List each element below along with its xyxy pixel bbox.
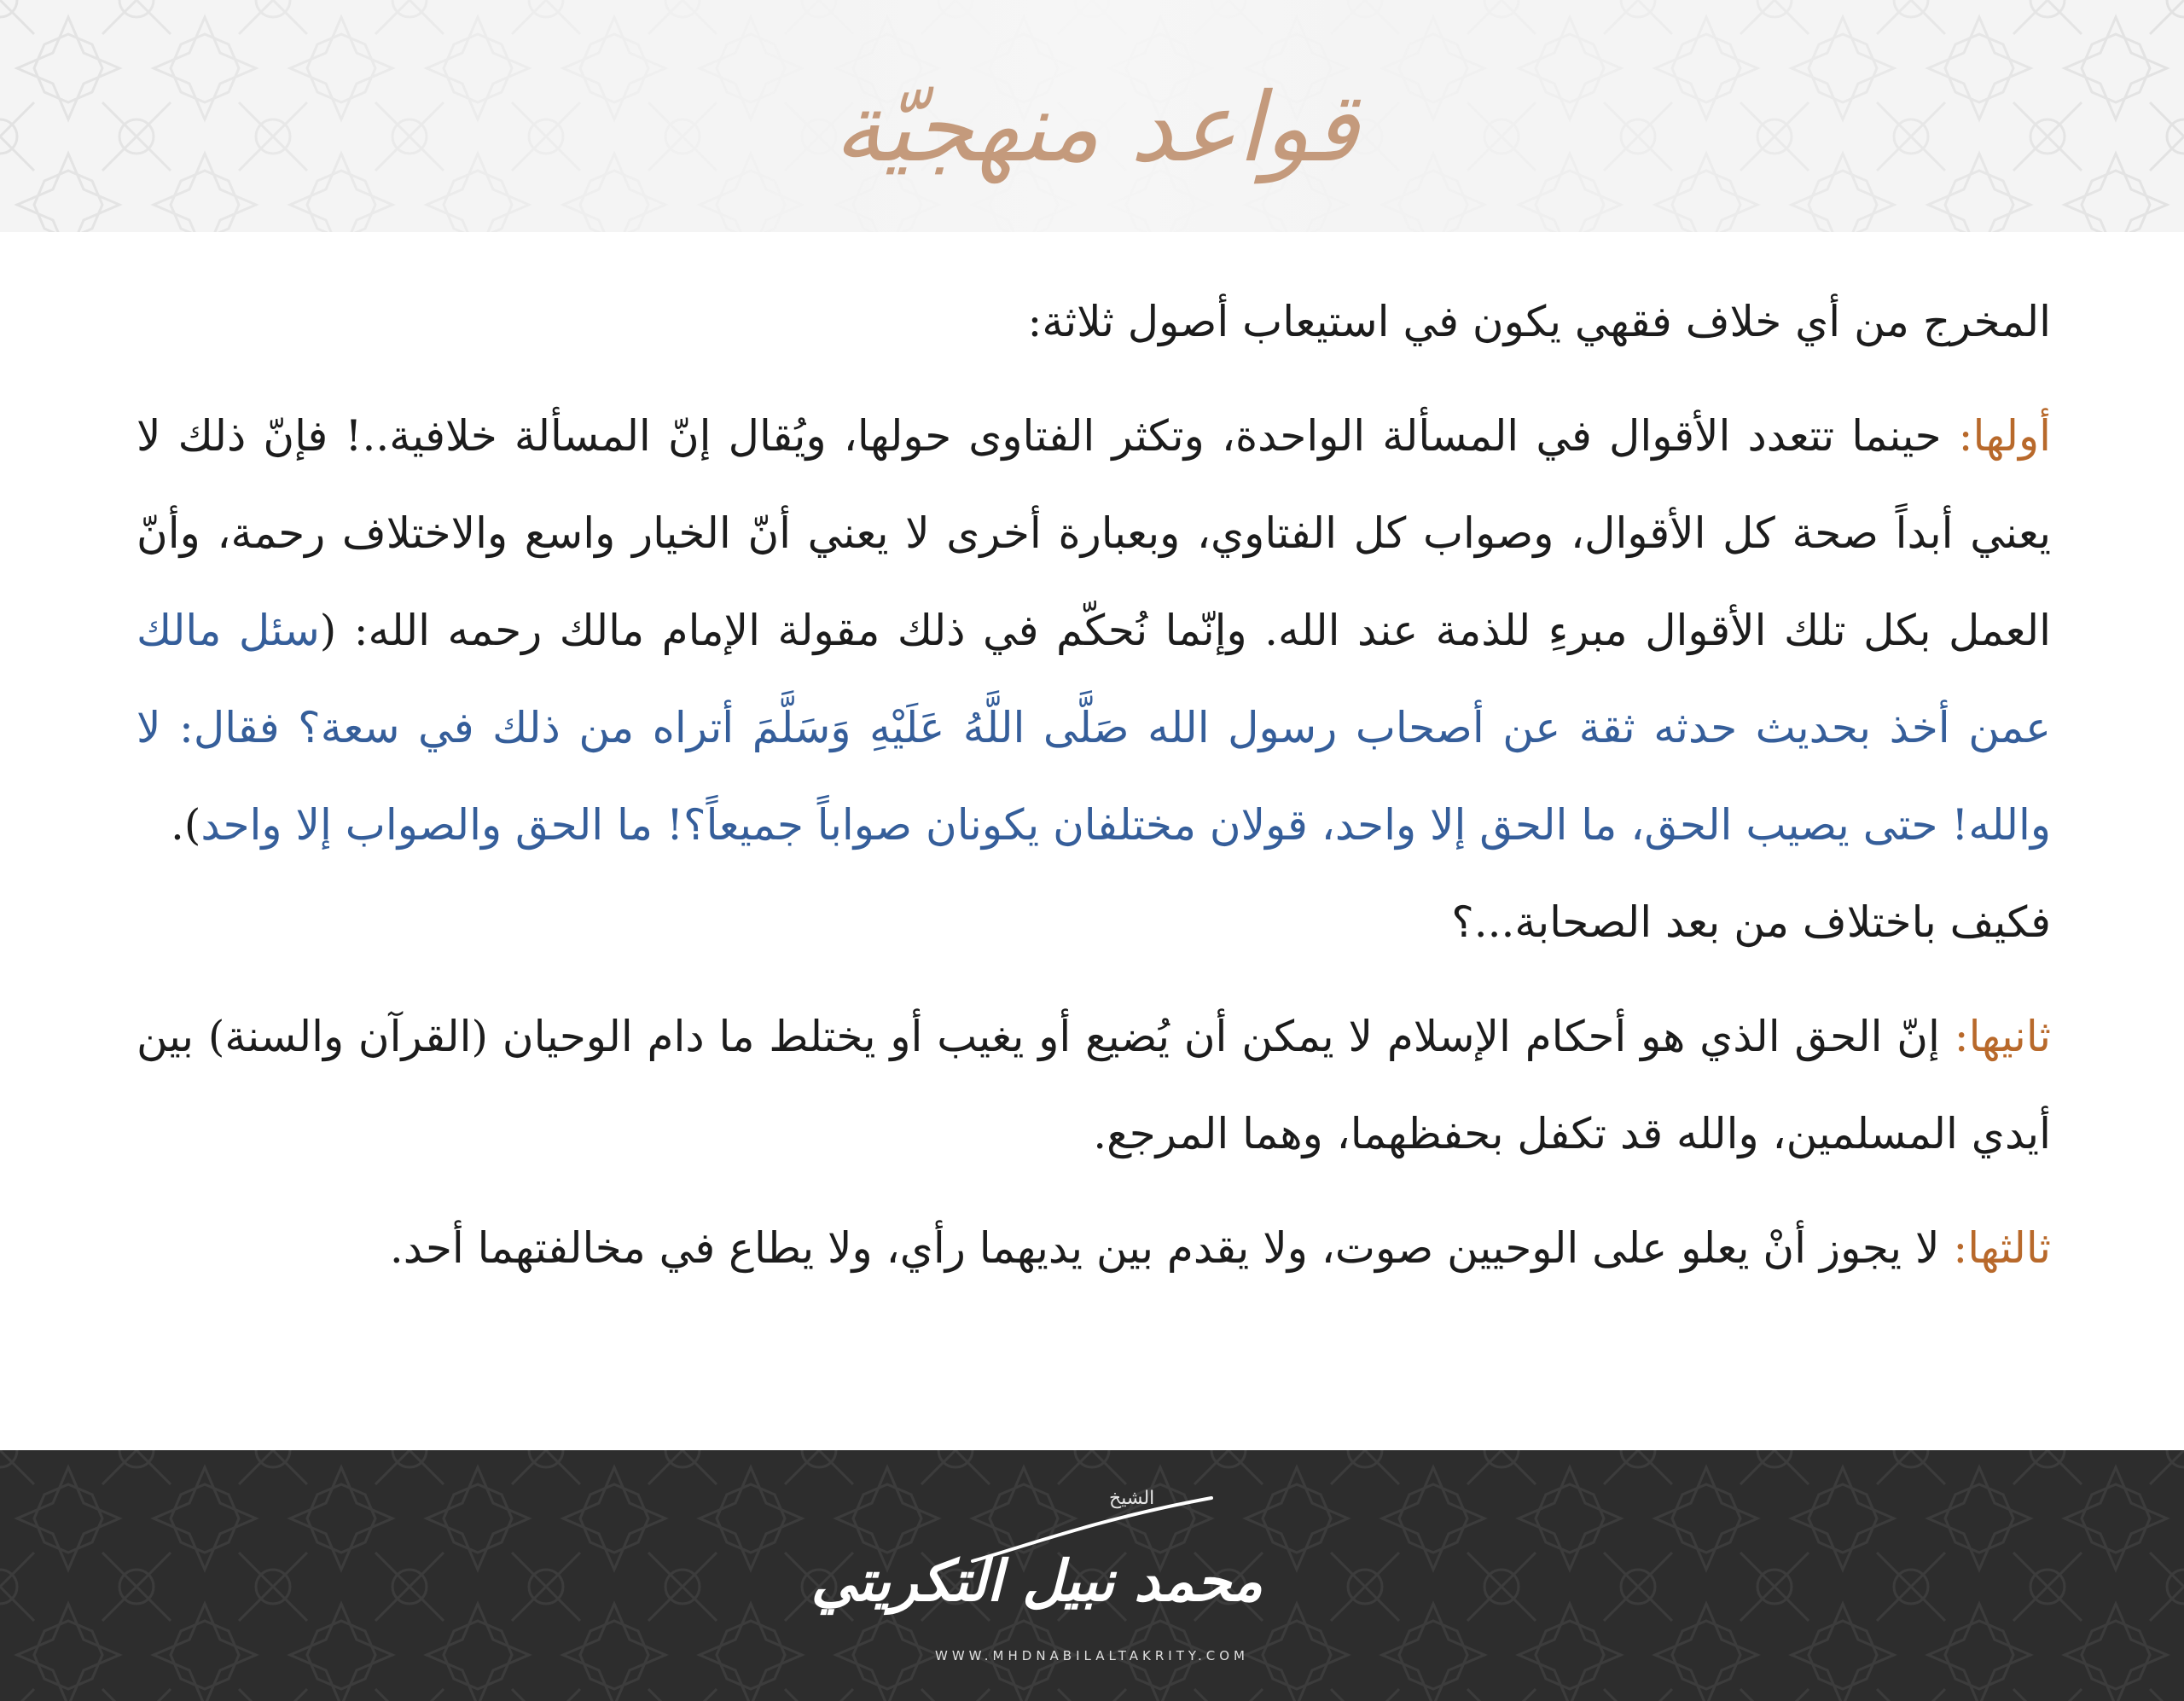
point-3-text: لا يجوز أنْ يعلو على الوحيين صوت، ولا يقدم بين يديهما رأي، ولا يطاع في مخالفتهما أحد. xyxy=(389,1223,1954,1273)
point-1-follow: فكيف باختلاف من بعد الصحابة...؟ xyxy=(1451,897,2051,947)
point-1-label: أولها: xyxy=(1958,411,2051,461)
point-2-text: إنّ الحق الذي هو أحكام الإسلام لا يمكن أن يُضيع أو يغيب أو يختلط ما دام الوحيان (القرآن والسنة) بين أيدي المسلمين، والله قد تكفل بحفظهما، وهما المرجع. xyxy=(136,1012,2051,1158)
header-banner xyxy=(0,0,2184,232)
point-2-label: ثانيها: xyxy=(1954,1012,2051,1061)
article-body xyxy=(136,273,2051,1314)
point-3-label: ثالثها: xyxy=(1953,1223,2051,1273)
point-1-paragraph xyxy=(136,387,2051,971)
logo-title: قواعد منهجيّة xyxy=(834,73,1359,183)
author-title-prefix: الشيخ xyxy=(1109,1488,1155,1509)
author-brand xyxy=(810,1484,1263,1689)
malik-quote: سئل مالك عمن أخذ بحديث حدثه ثقة عن أصحاب رسول الله صَلَّى اللَّهُ عَلَيْهِ وَسَلَّمَ أتراه من ذلك في سعة؟ فقال: لا والله! حتى يصيب الحق، ما الحق إلا واحد، قولان مختلفان يكونان صواباً جميعاً؟! ما الحق والصواب إلا واحد xyxy=(136,606,2051,850)
quote-close: ). xyxy=(170,800,201,850)
point-3-paragraph xyxy=(136,1199,2051,1297)
website-link[interactable]: WWW.MHDNABILALTAKRITY.COM xyxy=(935,1648,1249,1663)
point-2-paragraph xyxy=(136,988,2051,1182)
author-name: محمد نبيل التكريتي xyxy=(810,1547,1263,1614)
point-1-text: حينما تتعدد الأقوال في المسألة الواحدة، وتكثر الفتاوى حولها، ويُقال إنّ المسألة خلافية..! فإنّ ذلك لا يعني أبداً صحة كل الأقوال، وصواب كل الفتاوي، وبعبارة أخرى لا يعني أنّ الخيار واسع والاختلاف رحمة، وأنّ العمل بكل تلك الأقوال مبرءِ للذمة عند الله. وإنّما نُحكّم في ذلك مقولة الإمام مالك رحمه الله: ( xyxy=(136,411,2051,655)
footer-banner xyxy=(0,1450,2184,1701)
intro-paragraph: المخرج من أي خلاف فقهي يكون في استيعاب أصول ثلاثة: xyxy=(1027,297,2051,346)
